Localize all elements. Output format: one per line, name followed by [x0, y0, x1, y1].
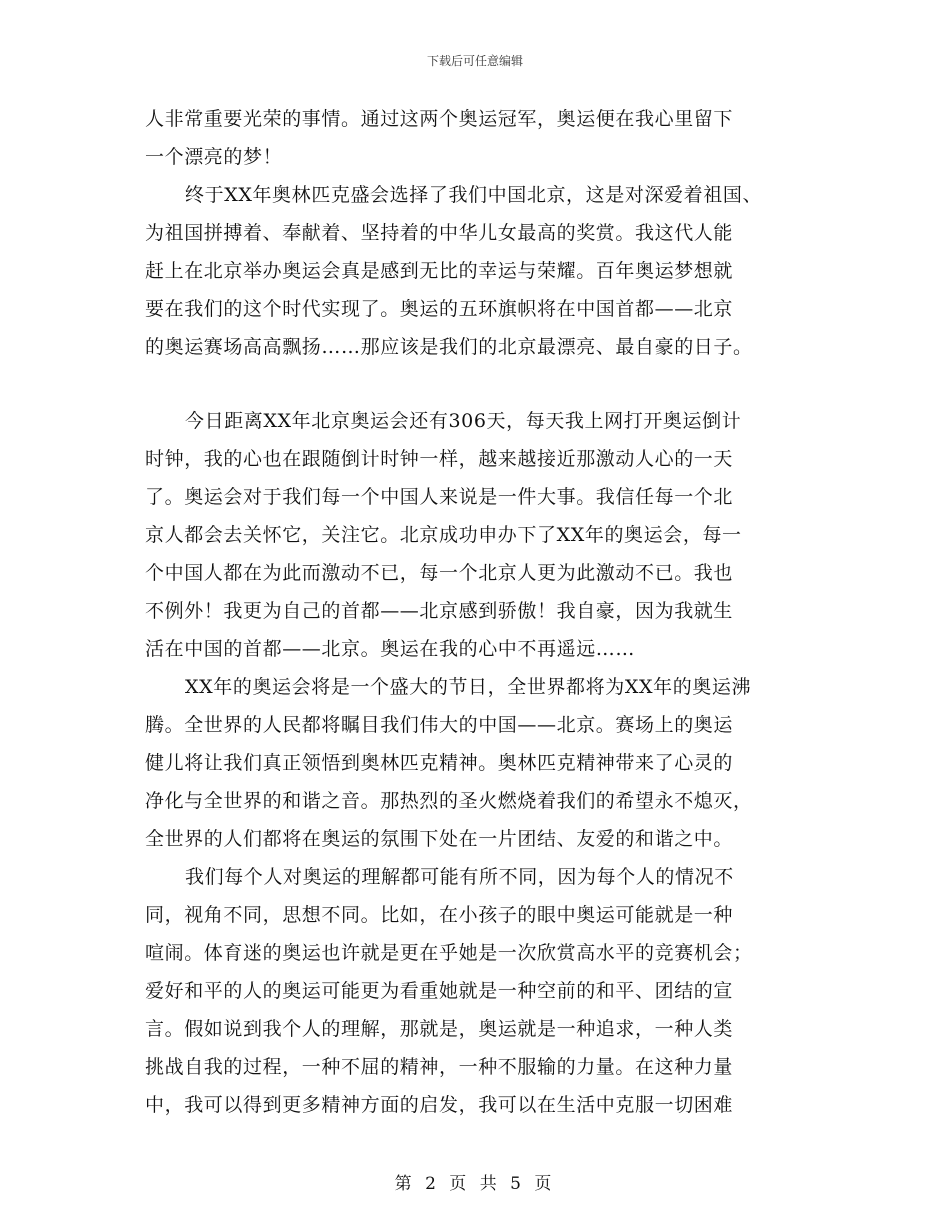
text-line: 京人都会去关怀它，关注它。北京成功申办下了XX年的奥运会，每一: [145, 524, 742, 546]
paragraph: [145, 402, 825, 668]
paragraph: [145, 100, 825, 176]
text-line: XX年的奥运会将是一个盛大的节日，全世界都将为XX年的奥运沸: [185, 676, 752, 698]
text-line: 时钟，我的心也在跟随倒计时钟一样，越来越接近那激动人心的一天: [145, 448, 734, 470]
text-line: 人非常重要光荣的事情。通过这两个奥运冠军，奥运便在我心里留下: [145, 108, 734, 130]
text-line: 了。奥运会对于我们每一个中国人来说是一件大事。我信任每一个北: [145, 486, 734, 508]
text-line: 终于XX年奥林匹克盛会选择了我们中国北京，这是对深爱着祖国、: [185, 184, 763, 206]
text-line: 腾。全世界的人民都将瞩目我们伟大的中国——北京。赛场上的奥运: [145, 714, 734, 736]
text-line: 全世界的人们都将在奥运的氛围下处在一片团结、友爱的和谐之中。: [145, 828, 734, 850]
text-line: 的奥运赛场高高飘扬……那应该是我们的北京最漂亮、最自豪的日子。: [145, 336, 753, 358]
text-line: 活在中国的首都——北京。奥运在我的心中不再遥远……: [145, 638, 636, 660]
text-line: 要在我们的这个时代实现了。奥运的五环旗帜将在中国首都——北京: [145, 298, 734, 320]
text-line: 爱好和平的人的奥运可能更为看重她就是一种空前的和平、团结的宣: [145, 980, 734, 1002]
text-line: 为祖国拼搏着、奉献着、坚持着的中华儿女最高的奖赏。我这代人能: [145, 222, 734, 244]
text-line: 净化与全世界的和谐之音。那热烈的圣火燃烧着我们的希望永不熄灭，: [145, 790, 753, 812]
page-number: 第 2 页 共 5 页: [394, 1174, 556, 1194]
page-header-note: 下载后可任意编辑: [426, 54, 523, 68]
text-line: 个中国人都在为此而激动不已，每一个北京人更为此激动不已。我也: [145, 562, 734, 584]
text-line: 一个漂亮的梦！: [145, 146, 283, 168]
text-line: 喧闹。体育迷的奥运也许就是更在乎她是一次欣赏高水平的竞赛机会；: [145, 942, 753, 964]
paragraph: [145, 176, 825, 366]
text-line: 同，视角不同，思想不同。比如，在小孩子的眼中奥运可能就是一种: [145, 904, 734, 926]
text-line: 健儿将让我们真正领悟到奥林匹克精神。奥林匹克精神带来了心灵的: [145, 752, 734, 774]
paragraph-gap: [145, 366, 825, 402]
text-line: 赶上在北京举办奥运会真是感到无比的幸运与荣耀。百年奥运梦想就: [145, 260, 734, 282]
text-line: 我们每个人对奥运的理解都可能有所不同，因为每个人的情况不: [185, 866, 734, 888]
text-line: 言。假如说到我个人的理解，那就是，奥运就是一种追求，一种人类: [145, 1018, 734, 1040]
text-line: 挑战自我的过程，一种不屈的精神，一种不服输的力量。在这种力量: [145, 1056, 734, 1078]
document-body: [145, 100, 825, 1124]
paragraph: [145, 858, 825, 1124]
text-line: 今日距离XX年北京奥运会还有306天，每天我上网打开奥运倒计: [185, 410, 742, 432]
paragraph: [145, 668, 825, 858]
text-line: 不例外！我更为自己的首都——北京感到骄傲！我自豪，因为我就生: [145, 600, 734, 622]
text-line: 中，我可以得到更多精神方面的启发，我可以在生活中克服一切困难: [145, 1094, 734, 1116]
